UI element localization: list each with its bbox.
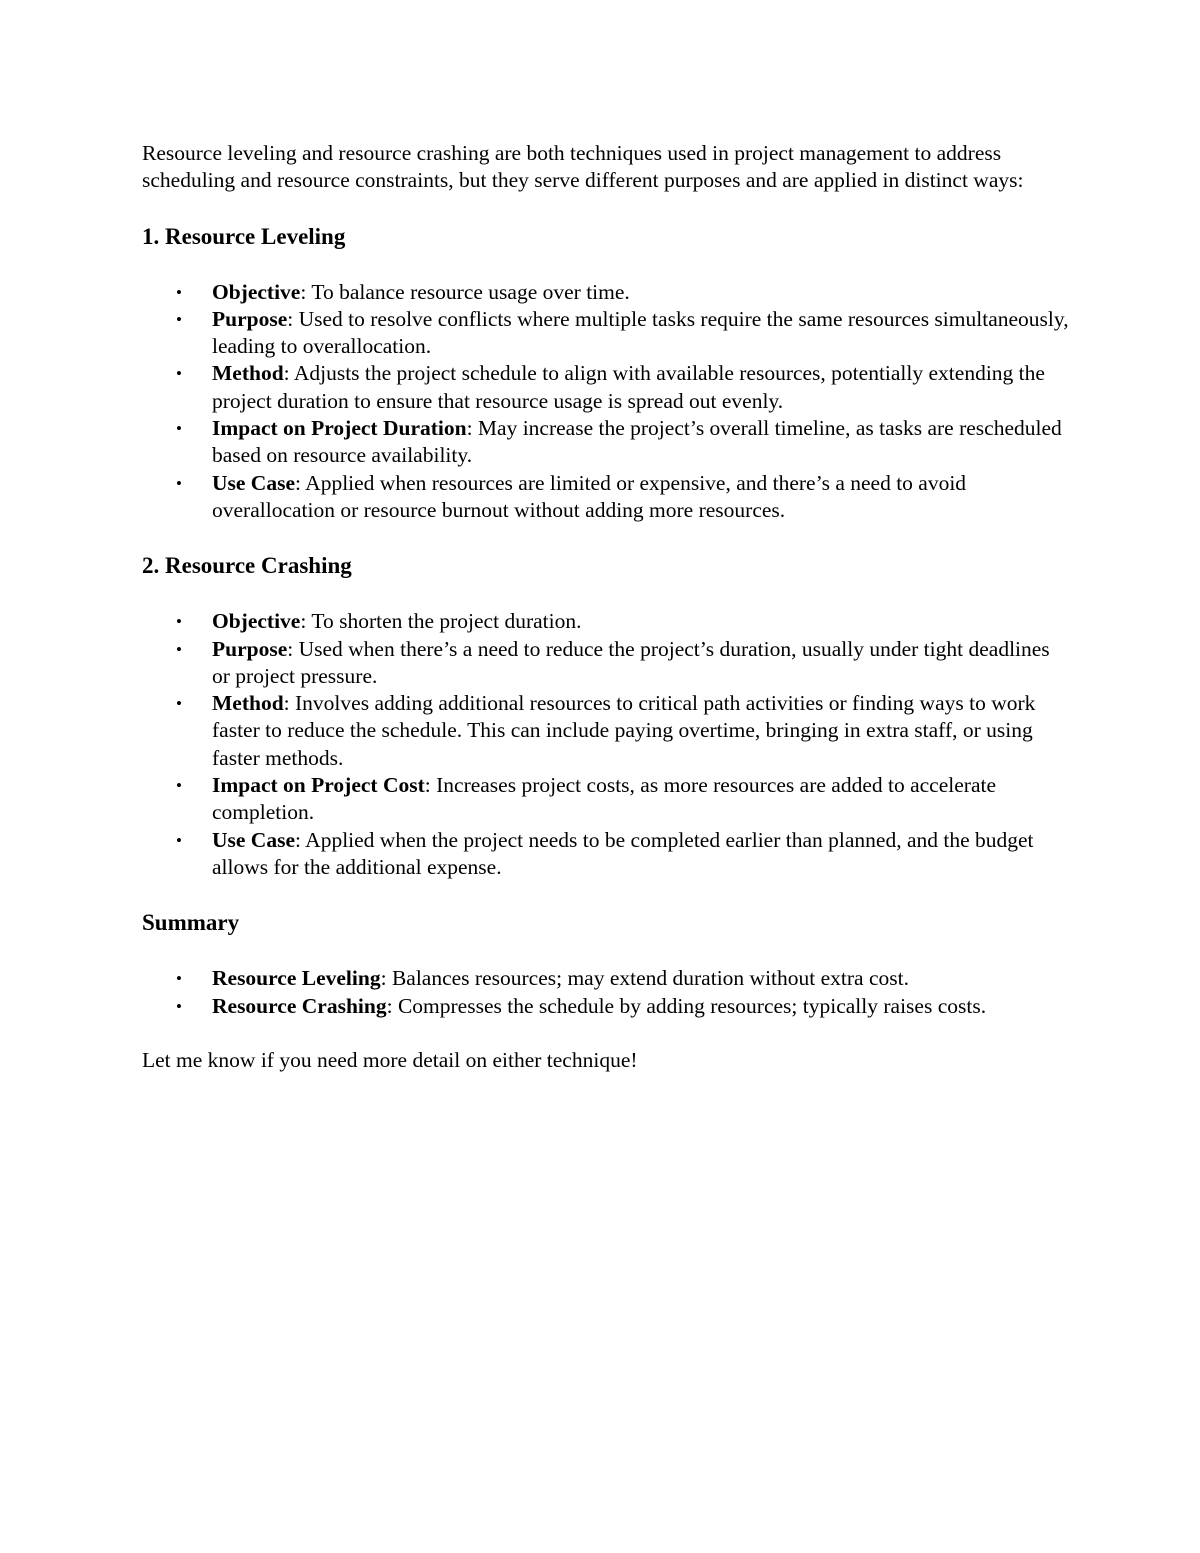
item-text: : Applied when the project needs to be completed earlier than planned, and the budget allows for the additional expense.: [212, 827, 1034, 879]
item-term: Objective: [212, 609, 301, 634]
item-text: : Compresses the schedule by adding resources; typically raises costs.: [386, 993, 987, 1018]
item-term: Resource Leveling: [212, 966, 381, 991]
bullet-icon: •: [176, 612, 182, 632]
bullet-icon: •: [176, 419, 182, 439]
bullet-icon: •: [176, 996, 182, 1016]
bullet-icon: •: [176, 364, 182, 384]
item-term: Method: [212, 361, 284, 386]
bullet-list: [142, 279, 1072, 525]
section-resource-leveling: [142, 222, 1072, 525]
item-text: : To shorten the project duration.: [300, 609, 582, 634]
item-text: : Used when there’s a need to reduce the project’s duration, usually under tight deadlines or project pressure.: [212, 636, 1050, 688]
item-term: Purpose: [212, 306, 288, 331]
item-term: Impact on Project Cost: [212, 773, 425, 798]
closing-paragraph: Let me know if you need more detail on either technique!: [142, 1047, 638, 1072]
list-item: [142, 636, 1072, 691]
item-term: Impact on Project Duration: [212, 416, 467, 441]
list-item: [142, 608, 1072, 635]
bullet-icon: •: [176, 969, 182, 989]
item-term: Method: [212, 691, 284, 716]
bullet-icon: •: [176, 473, 182, 493]
bullet-icon: •: [176, 639, 182, 659]
item-term: Use Case: [212, 470, 295, 495]
item-term: Resource Crashing: [212, 993, 387, 1018]
list-item: [142, 415, 1072, 470]
section-heading: 1. Resource Leveling: [142, 223, 346, 249]
bullet-icon: •: [176, 282, 182, 302]
list-item: [142, 965, 1072, 992]
item-text: : Involves adding additional resources to critical path activities or finding ways to work faster to reduce the schedule. This can include paying overtime, bringing in extra staff, or using faster methods.: [212, 691, 1036, 770]
item-term: Use Case: [212, 827, 295, 852]
bullet-icon: •: [176, 694, 182, 714]
item-text: : Applied when resources are limited or expensive, and there’s a need to avoid overallocation or resource burnout without adding more resources.: [212, 470, 967, 522]
item-term: Objective: [212, 279, 301, 304]
bullet-list: [142, 965, 1072, 1020]
item-text: : Adjusts the project schedule to align with available resources, potentially extending the project duration to ensure that resource usage is spread out evenly.: [212, 361, 1045, 413]
bullet-list: [142, 608, 1072, 881]
section-heading: Summary: [142, 910, 240, 936]
list-item: [142, 690, 1072, 772]
intro-paragraph: Resource leveling and resource crashing are both techniques used in project management to address scheduling and resource constraints, but they serve different purposes and are applied in distinct ways:: [142, 141, 1024, 193]
item-text: : May increase the project’s overall timeline, as tasks are rescheduled based on resource availability.: [212, 416, 1062, 468]
list-item: [142, 772, 1072, 827]
list-item: [142, 827, 1072, 882]
list-item: [142, 993, 1072, 1020]
list-item: [142, 279, 1072, 306]
bullet-icon: •: [176, 776, 182, 796]
item-text: : Increases project costs, as more resources are added to accelerate completion.: [212, 773, 997, 825]
section-resource-crashing: [142, 551, 1072, 881]
item-term: Purpose: [212, 636, 288, 661]
item-text: : Used to resolve conflicts where multiple tasks require the same resources simultaneously, leading to overallocation.: [212, 306, 1069, 359]
document-page: [142, 140, 1072, 1074]
bullet-icon: •: [176, 309, 182, 329]
section-heading: 2. Resource Crashing: [142, 553, 352, 579]
section-summary: [142, 908, 1072, 1020]
item-text: : To balance resource usage over time.: [300, 279, 630, 304]
list-item: [142, 360, 1072, 415]
bullet-icon: •: [176, 830, 182, 850]
list-item: [142, 306, 1072, 361]
item-text: : Balances resources; may extend duration without extra cost.: [380, 966, 909, 991]
list-item: [142, 470, 1072, 525]
